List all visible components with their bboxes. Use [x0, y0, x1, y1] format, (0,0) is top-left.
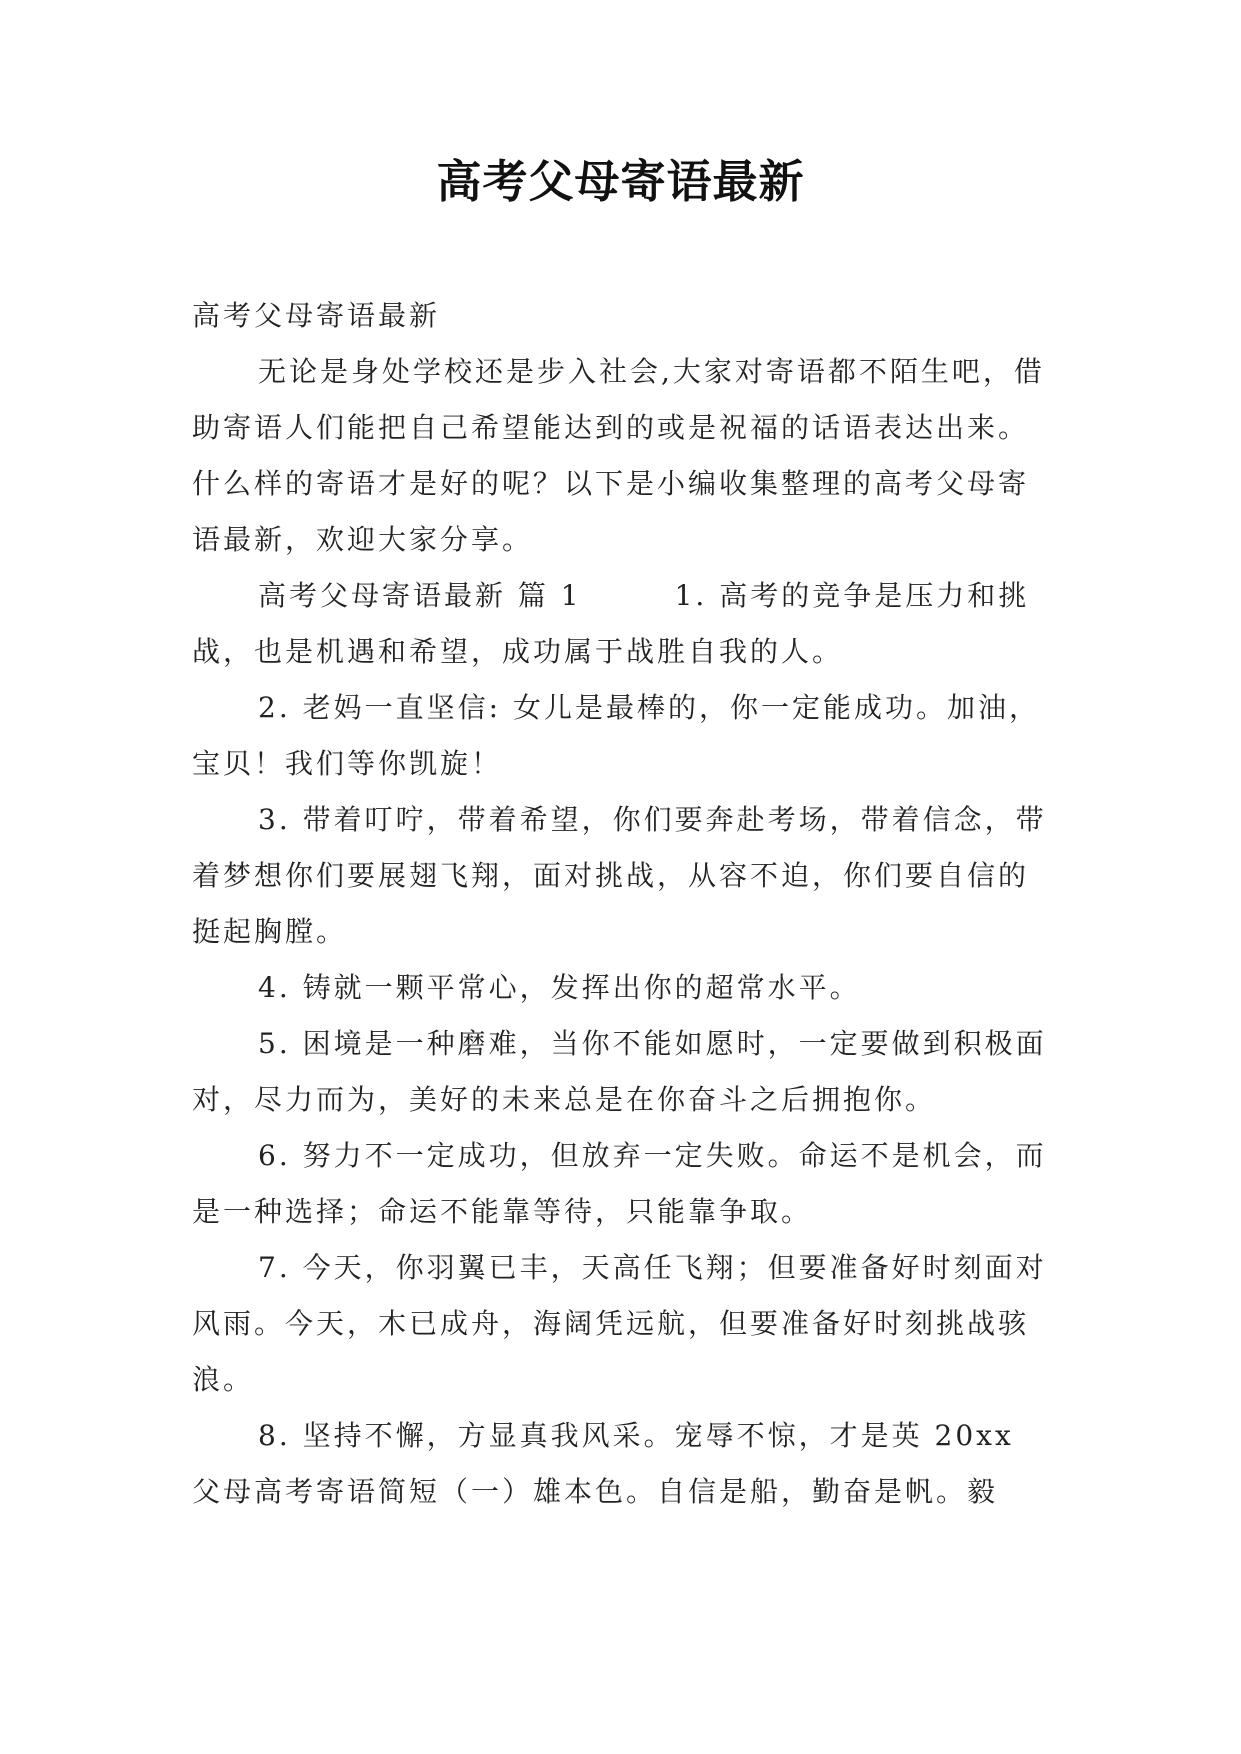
paragraph-item-1: 高考父母寄语最新 篇 1 1. 高考的竞争是压力和挑战，也是机遇和希望，成功属于战胜自我的人。: [192, 579, 1030, 668]
paragraph-subtitle: 高考父母寄语最新: [192, 299, 441, 332]
paragraph-item-2: 2. 老妈一直坚信: 女儿是最棒的，你一定能成功。加油，宝贝！我们等你凯旋！: [192, 691, 1040, 780]
paragraph-item-4: 4. 铸就一颗平常心，发挥出你的超常水平。: [258, 971, 861, 1004]
document-title: 高考父母寄语最新: [436, 155, 805, 208]
paragraph-intro: 无论是身处学校还是步入社会,大家对寄语都不陌生吧，借助寄语人们能把自己希望能达到的或是祝福的话语表达出来。什么样的寄语才是好的呢？以下是小编收集整理的高考父母寄语最新，欢迎大家分享。: [192, 355, 1045, 556]
paragraph-item-5: 5. 困境是一种磨难，当你不能如愿时，一定要做到积极面对，尽力而为，美好的未来总是在你奋斗之后拥抱你。: [192, 1027, 1047, 1116]
paragraph-item-6: 6. 努力不一定成功，但放弃一定失败。命运不是机会，而是一种选择；命运不能靠等待，只能靠争取。: [192, 1139, 1047, 1228]
paragraph-item-3: 3. 带着叮咛，带着希望，你们要奔赴考场，带着信念，带着梦想你们要展翅飞翔，面对挑战，从容不迫，你们要自信的挺起胸膛。: [192, 803, 1047, 948]
paragraph-item-7: 7. 今天，你羽翼已丰，天高任飞翔；但要准备好时刻面对风雨。今天，木已成舟，海阔凭远航，但要准备好时刻挑战骇浪。: [192, 1251, 1047, 1396]
document-body: [192, 288, 1052, 1520]
paragraph-item-8: 8. 坚持不懈，方显真我风采。宠辱不惊，才是英 20xx 父母高考寄语简短（一）雄本色。自信是船，勤奋是帆。毅: [192, 1419, 1014, 1508]
